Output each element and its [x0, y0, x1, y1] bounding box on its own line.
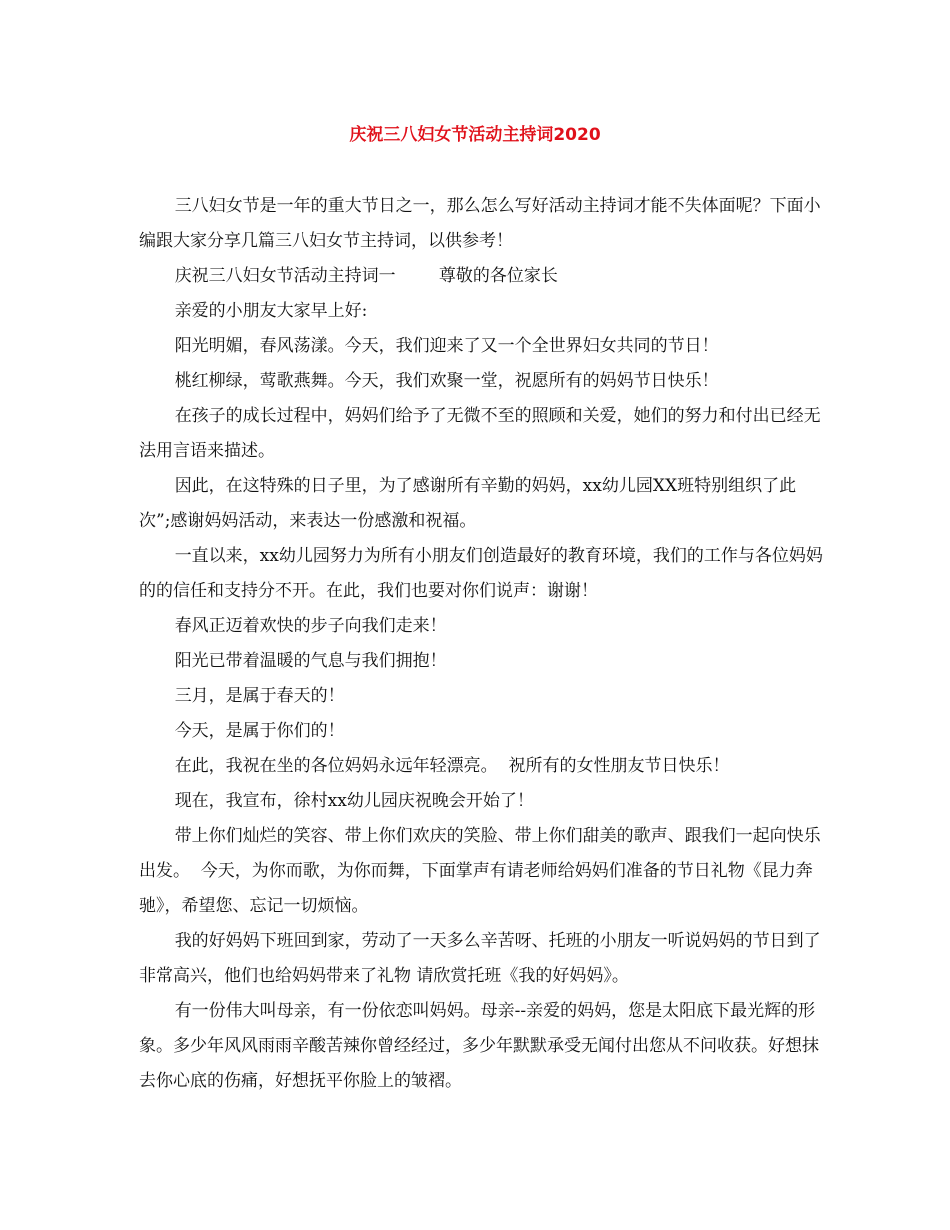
paragraph: 在此，我祝在坐的各位妈妈永远年轻漂亮。 祝所有的女性朋友节日快乐！: [174, 756, 730, 776]
paragraph: 阳光已带着温暖的气息与我们拥抱！: [174, 651, 447, 671]
paragraph: 我的好妈妈下班回到家，劳动了一天多么辛苦呀、托班的小朋友一听说妈妈的节日到了 非常高兴，他们也给妈妈带来了礼物 请欣赏托班《我的好妈妈》。: [139, 931, 827, 986]
paragraph: 庆祝三八妇女节活动主持词一 尊敬的各位家长: [174, 266, 558, 286]
paragraph: 三八妇女节是一年的重大节日之一，那么怎么写好活动主持词才能不失体面呢？下面小编跟大家分享几篇三八妇女节主持词，以供参考！: [139, 196, 821, 251]
paragraph: 桃红柳绿，莺歌燕舞。今天，我们欢聚一堂，祝愿所有的妈妈节日快乐！: [174, 371, 719, 391]
document-body: [139, 189, 827, 1099]
paragraph: 阳光明媚，春风荡漾。今天，我们迎来了又一个全世界妇女共同的节日！: [174, 336, 719, 356]
paragraph: 因此，在这特殊的日子里，为了感谢所有辛勤的妈妈，xx幼儿园XX班特别组织了此次”;感谢妈妈活动，来表达一份感激和祝福。: [139, 476, 797, 531]
paragraph: 一直以来，xx幼儿园努力为所有小朋友们创造最好的教育环境，我们的工作与各位妈妈的的信任和支持分不开。在此，我们也要对你们说声：谢谢！: [139, 546, 823, 601]
paragraph: 今天，是属于你们的！: [174, 721, 345, 741]
page-title: 庆祝三八妇女节活动主持词2020: [349, 125, 601, 145]
paragraph: 春风正迈着欢快的步子向我们走来！: [174, 616, 447, 636]
paragraph: 有一份伟大叫母亲，有一份依恋叫妈妈。母亲--亲爱的妈妈，您是太阳底下最光辉的形象。多少年风风雨雨辛酸苦辣你曾经经过，多少年默默承受无闻付出您从不问收获。好想抹去你心底的伤痛，好想抚平你脸上的皱褶。: [139, 1001, 819, 1091]
paragraph: 在孩子的成长过程中，妈妈们给予了无微不至的照顾和关爱，她们的努力和付出已经无法用言语来描述。: [139, 406, 821, 461]
paragraph: 现在，我宣布，徐村xx幼儿园庆祝晚会开始了！: [174, 791, 534, 811]
paragraph: 亲爱的小朋友大家早上好:: [174, 301, 368, 321]
paragraph: 带上你们灿烂的笑容、带上你们欢庆的笑脸、带上你们甜美的歌声、跟我们一起向快乐出发。 今天，为你而歌，为你而舞，下面掌声有请老师给妈妈们准备的节日礼物《昆力奔驰》，希望您、忘记一切烦恼。: [139, 826, 821, 916]
paragraph: 三月，是属于春天的！: [174, 686, 345, 706]
